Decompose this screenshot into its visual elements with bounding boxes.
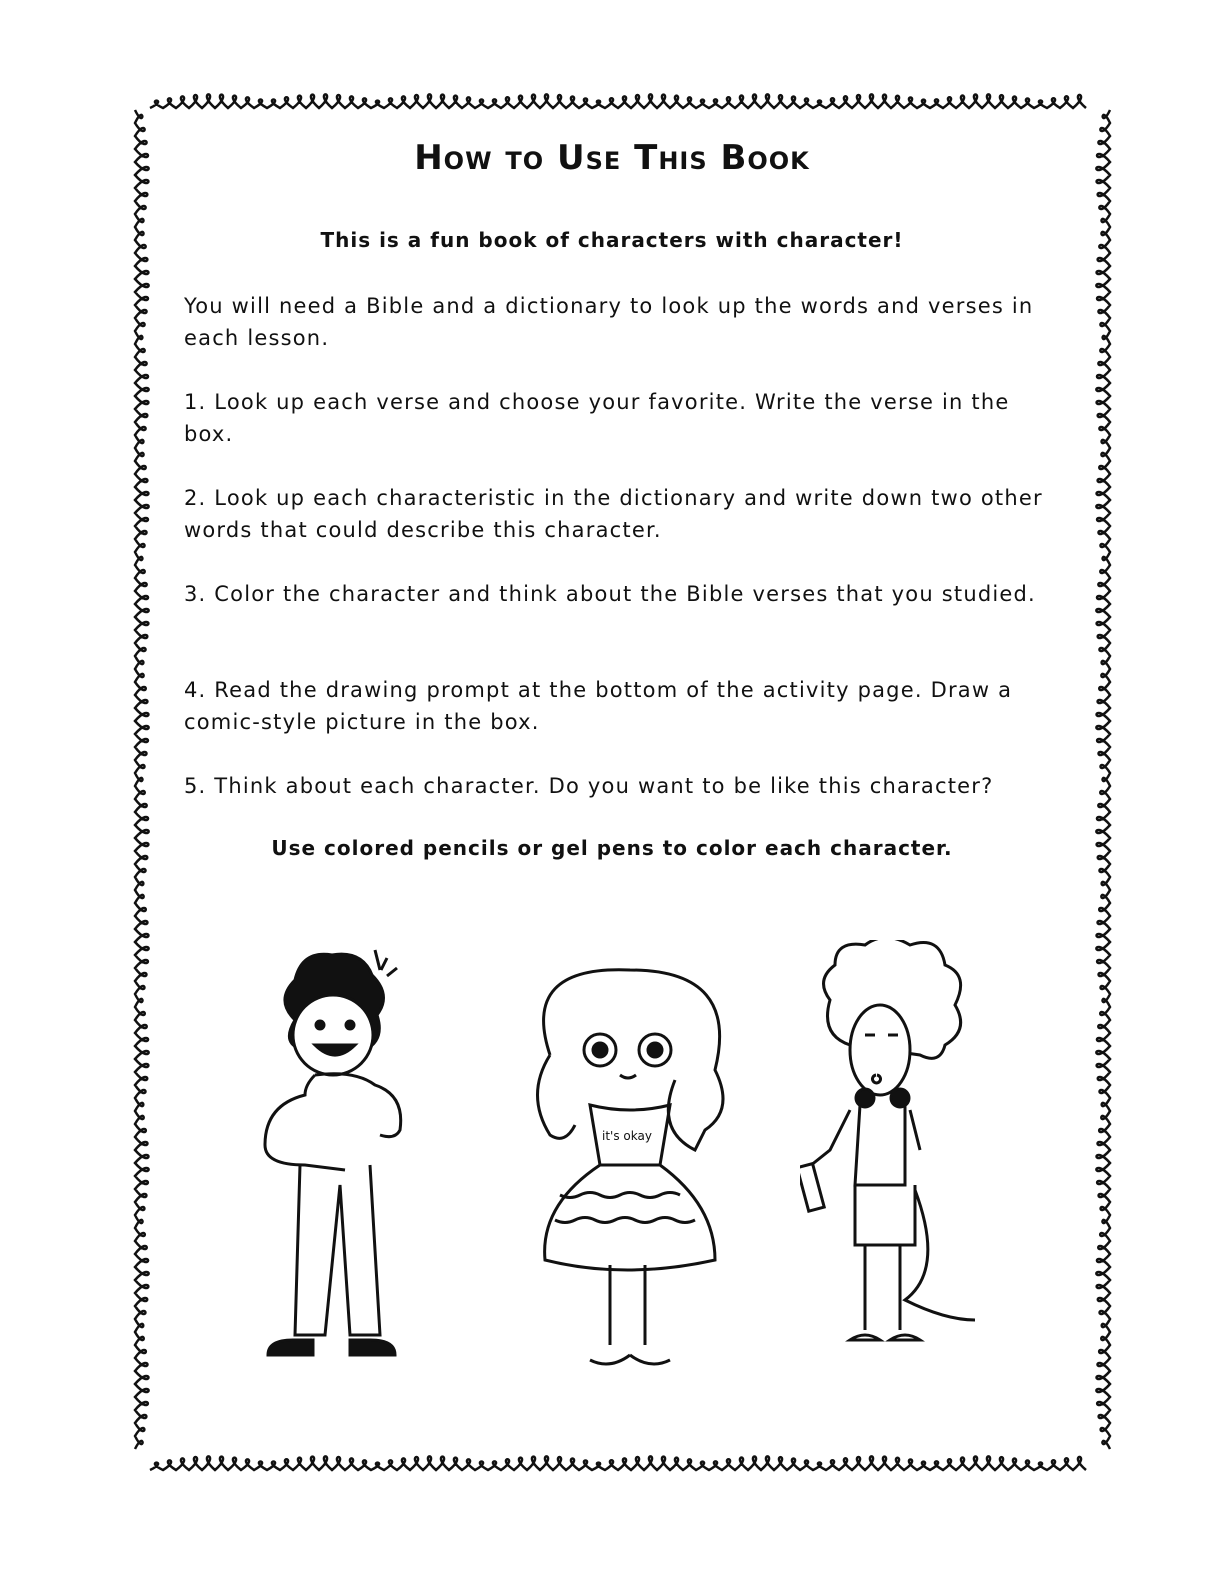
boy-character-illustration (255, 940, 425, 1370)
border-squiggle-line (1096, 110, 1110, 1449)
border-squiggle-line (135, 110, 149, 1449)
teen-character-illustration (800, 940, 1010, 1380)
shirt-lettering: it's okay (602, 1129, 652, 1143)
girl-character-illustration (520, 965, 740, 1380)
step-5: 5. Think about each character. Do you want to be like this character? (184, 774, 994, 798)
border-squiggle-line (150, 1456, 1086, 1470)
closing-text: Use colored pencils or gel pens to color each character. (271, 836, 953, 860)
step-2: 2. Look up each characteristic in the dictionary and write down two other words that could describe this character. (184, 486, 1043, 542)
border-squiggle-line (150, 94, 1086, 108)
step-1: 1. Look up each verse and choose your favorite. Write the verse in the box. (184, 390, 1010, 446)
preface-text: You will need a Bible and a dictionary to look up the words and verses in each lesson. (184, 294, 1034, 350)
step-3: 3. Color the character and think about the Bible verses that you studied. (184, 582, 1036, 606)
intro-text: This is a fun book of characters with character! (320, 228, 904, 252)
page-title: How to Use This Book (414, 138, 810, 178)
step-4: 4. Read the drawing prompt at the bottom of the activity page. Draw a comic-style picture in the box. (184, 678, 1013, 734)
